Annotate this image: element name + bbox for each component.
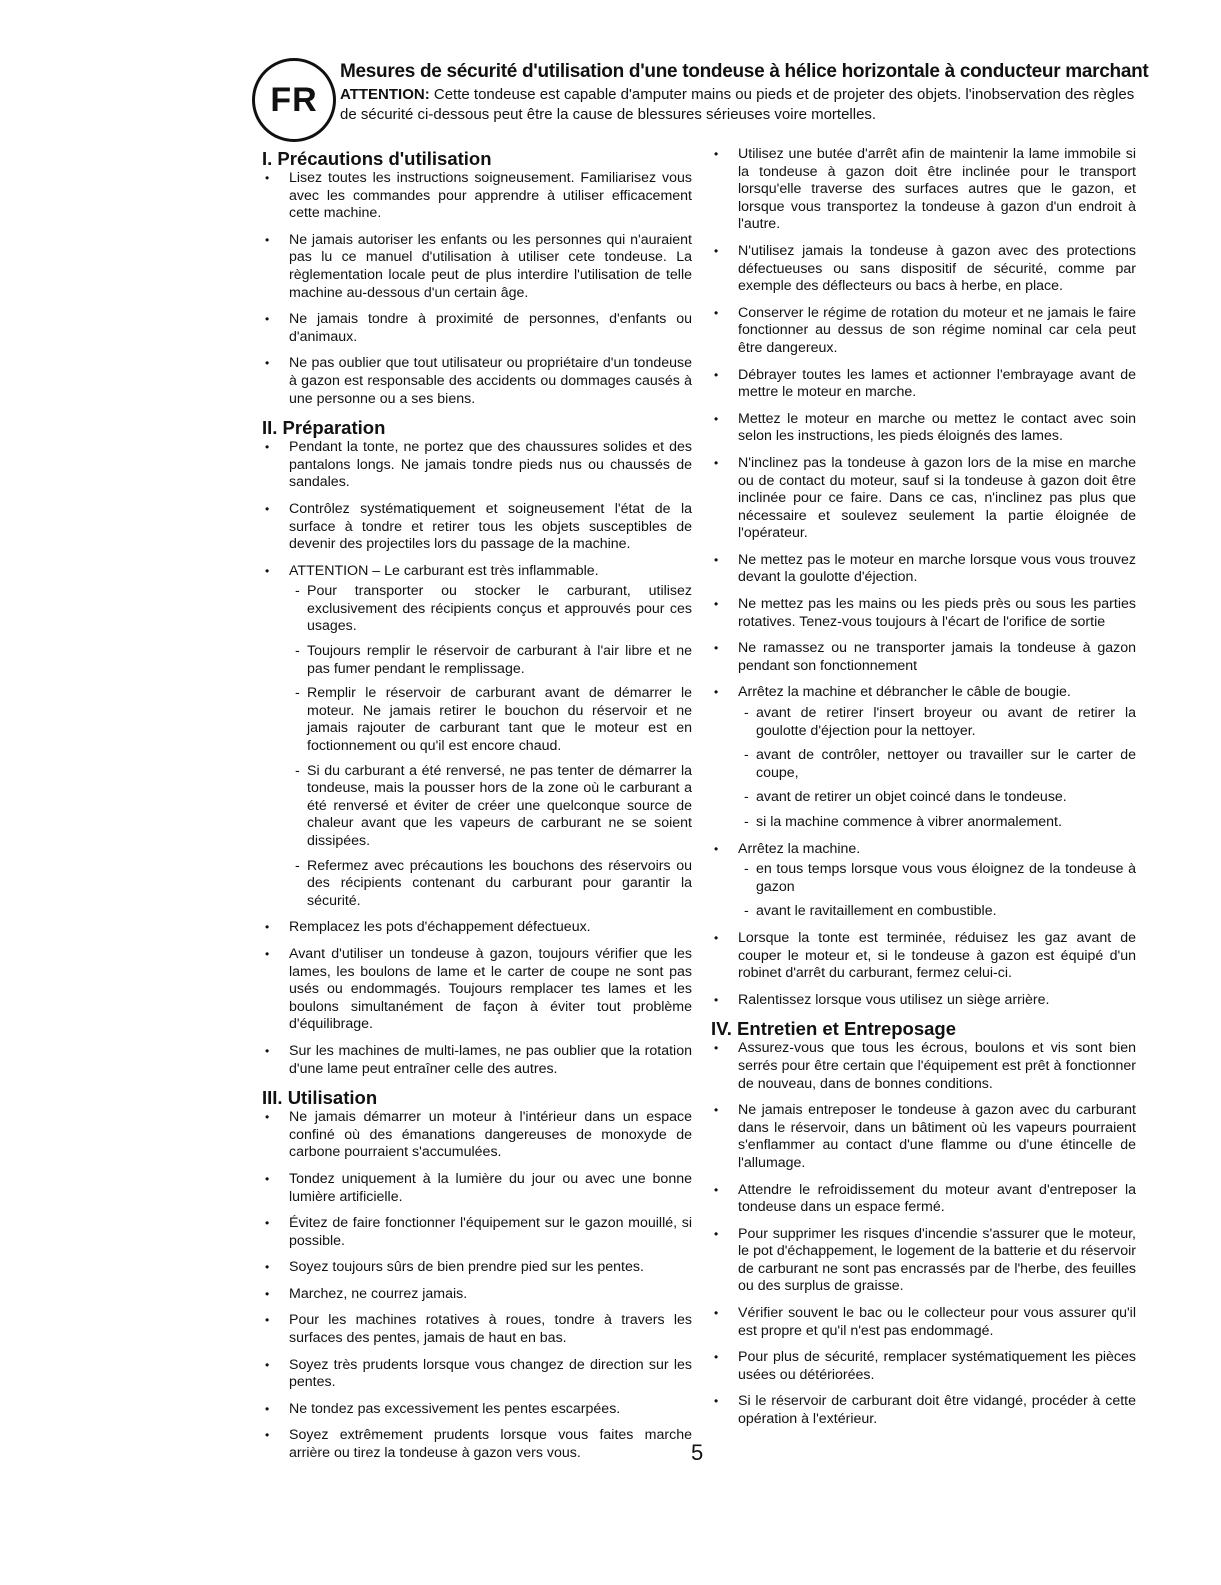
list-item: • Lorsque la tonte est terminée, réduisez les gaz avant de couper le moteur et, si le tondeuse à gazon est équipé d'un robinet d'arrêt du carburant, fermez celui-ci. bbox=[711, 930, 1136, 983]
list-item: • Pendant la tonte, ne portez que des chaussures solides et des pantalons longs. Ne jamais tondre pieds nus ou chaussés de sandales. bbox=[262, 439, 692, 492]
list-item: • Ne ramassez ou ne transporter jamais la tondeuse à gazon pendant son fonctionnement bbox=[711, 640, 1136, 675]
list-item: • Soyez très prudents lorsque vous changez de direction sur les pentes. bbox=[262, 1357, 692, 1392]
sub-item: - Refermez avec précautions les bouchons des réservoirs ou des récipients contenant du carburant pour garantir la sécurité. bbox=[289, 858, 692, 911]
page-header bbox=[340, 60, 1149, 125]
list-item: • Sur les machines de multi-lames, ne pas oublier que la rotation d'une lame peut entraîner celle des autres. bbox=[262, 1043, 692, 1078]
list-item: • Assurez-vous que tous les écrous, boulons et vis sont bien serrés pour être certain que l'équipement est prêt à fonctionner de nouveau, dans de bonnes conditions. bbox=[711, 1040, 1136, 1093]
list-item bbox=[262, 563, 692, 911]
sub-item: - Pour transporter ou stocker le carburant, utilisez exclusivement des récipients conçus et approuvés pour ces usages. bbox=[289, 583, 692, 636]
list-item: • Tondez uniquement à la lumière du jour ou avec une bonne lumière artificielle. bbox=[262, 1171, 692, 1206]
sub-item: - en tous temps lorsque vous vous éloignez de la tondeuse à gazon bbox=[738, 861, 1136, 896]
sub-item: - si la machine commence à vibrer anormalement. bbox=[738, 814, 1136, 832]
precautions-list bbox=[262, 170, 692, 408]
language-badge: FR bbox=[252, 58, 336, 142]
list-item: • N'utilisez jamais la tondeuse à gazon avec des protections défectueuses ou sans dispositif de sécurité, comme par exemple des déflecteurs ou bacs à herbe, en place. bbox=[711, 243, 1136, 296]
sub-item: - Si du carburant a été renversé, ne pas tenter de démarrer la tondeuse, mais la pousser hors de la zone où le carburant a été renversé et éviter de créer une quelconque source de chaleur avant que les vapeurs de carburant ne se soient dissipées. bbox=[289, 763, 692, 851]
sub-item: - avant de retirer l'insert broyeur ou avant de retirer la goulotte d'éjection pour la nettoyer. bbox=[738, 705, 1136, 740]
list-item: • Ne jamais entreposer le tondeuse à gazon avec du carburant dans le réservoir, dans un bâtiment où les vapeurs pourraient s'enflammer au contact d'une flamme ou d'une étincelle de l'allumage. bbox=[711, 1102, 1136, 1172]
list-item: • Avant d'utiliser un tondeuse à gazon, toujours vérifier que les lames, les boulons de lame et le carter de coupe ne sont pas usés ou endommagés. Toujours remplacer tes lames et les boulons simultanément de façon à éviter tout problème d'équilibrage. bbox=[262, 946, 692, 1034]
list-item bbox=[711, 841, 1136, 921]
warning-notice bbox=[340, 85, 1140, 125]
list-item: • Évitez de faire fonctionner l'équipement sur le gazon mouillé, si possible. bbox=[262, 1215, 692, 1250]
list-item: • Mettez le moteur en marche ou mettez le contact avec soin selon les instructions, les pieds éloignés des lames. bbox=[711, 411, 1136, 446]
list-item: • Débrayer toutes les lames et actionner l'embrayage avant de mettre le moteur en marche. bbox=[711, 367, 1136, 402]
list-item: • Ne jamais tondre à proximité de personnes, d'enfants ou d'animaux. bbox=[262, 311, 692, 346]
list-item: • Ralentissez lorsque vous utilisez un siège arrière. bbox=[711, 992, 1136, 1010]
sub-item: - avant de retirer un objet coincé dans le tondeuse. bbox=[738, 789, 1136, 807]
stop-machine-item: • Arrêtez la machine et débrancher le câble de bougie. bbox=[738, 684, 1071, 701]
list-item: • Lisez toutes les instructions soigneusement. Familiarisez vous avec les commandes pour apprendre à utiliser efficacement cette machine. bbox=[262, 170, 692, 223]
page-title: Mesures de sécurité d'utilisation d'une tondeuse à hélice horizontale à conducteur marchant bbox=[340, 61, 1149, 82]
list-item: • Ne mettez pas le moteur en marche lorsque vous vous trouvez devant la goulotte d'éjection. bbox=[711, 552, 1136, 587]
list-item: • Ne mettez pas les mains ou les pieds près ou sous les parties rotatives. Tenez-vous toujours à l'écart de l'orifice de sortie bbox=[711, 596, 1136, 631]
utilisation-list bbox=[262, 1109, 692, 1463]
stop-machine-item-2: • Arrêtez la machine. bbox=[738, 840, 861, 857]
stop2-sublist bbox=[738, 861, 1136, 921]
warning-text: Cette tondeuse est capable d'amputer mains ou pieds et de projeter des objets. l'inobservation des règles de sécurité ci-dessous peut être la cause de blessures sérieuses voire mortelles. bbox=[340, 86, 1135, 123]
list-item: • Soyez extrêmement prudents lorsque vous faites marche arrière ou tirez la tondeuse à gazon vers vous. bbox=[262, 1427, 692, 1462]
page-number: 5 bbox=[691, 1440, 704, 1465]
list-item: • Utilisez une butée d'arrêt afin de maintenir la lame immobile si la tondeuse à gazon doit être inclinée pour le transport lorsqu'elle traverse des surfaces autres que le gazon, et lorsque vous transportez la tondeuse à gazon d'un endroit à l'autre. bbox=[711, 146, 1136, 234]
list-item: • Contrôlez systématiquement et soigneusement l'état de la surface à tondre et retirer tous les objets susceptibles de devenir des projectiles lors du passage de la machine. bbox=[262, 501, 692, 554]
list-item: • N'inclinez pas la tondeuse à gazon lors de la mise en marche ou de contact du moteur, sauf si la tondeuse à gazon doit être inclinée pour ce faire. Dans ce cas, n'inclinez pas plus que nécessaire et soulevez seulement la partie éloignée de l'opérateur. bbox=[711, 455, 1136, 543]
list-item: • Attendre le refroidissement du moteur avant d'entreposer la tondeuse dans un espace fermé. bbox=[711, 1182, 1136, 1217]
right-column bbox=[711, 146, 1136, 1438]
stop-sublist bbox=[738, 705, 1136, 832]
list-item: • Ne jamais démarrer un moteur à l'intérieur dans un espace confiné où des émanations dangereuses de monoxyde de carbone pourraient s'accumulées. bbox=[262, 1109, 692, 1162]
sub-item: - avant le ravitaillement en combustible. bbox=[738, 903, 1136, 921]
list-item: • Ne jamais autoriser les enfants ou les personnes qui n'auraient pas lu ce manuel d'utilisation à utiliser cete tondeuse. La règlementation locale peut de plus interdire l'utilisation de telle machine au-dessous d'un certain âge. bbox=[262, 232, 692, 302]
entretien-list bbox=[711, 1040, 1136, 1428]
list-item bbox=[711, 684, 1136, 831]
sub-item: - Remplir le réservoir de carburant avant de démarrer le moteur. Ne jamais retirer le bouchon du réservoir et ne jamais rajouter de carburant tant que le moteur est en foctionnement ou qu'il est encore chaud. bbox=[289, 685, 692, 755]
list-item: • Si le réservoir de carburant doit être vidangé, procéder à cette opération à l'extérieur. bbox=[711, 1393, 1136, 1428]
fuel-sublist bbox=[289, 583, 692, 910]
list-item: • Pour supprimer les risques d'incendie s'assurer que le moteur, le pot d'échappement, le logement de la batterie et du réservoir de carburant ne sont pas encrassés par de l'herbe, des feuilles ou des surplus de graisse. bbox=[711, 1226, 1136, 1296]
list-item: • Conserver le régime de rotation du moteur et ne jamais le faire fonctionner au dessus de son régime nominal car cela peut être dangereux. bbox=[711, 305, 1136, 358]
list-item: • Ne tondez pas excessivement les pentes escarpées. bbox=[262, 1401, 692, 1419]
list-item: • Remplacez les pots d'échappement défectueux. bbox=[262, 919, 692, 937]
list-item: • Pour les machines rotatives à roues, tondre à travers les surfaces des pentes, jamais de haut en bas. bbox=[262, 1312, 692, 1347]
list-item: • Pour plus de sécurité, remplacer systématiquement les pièces usées ou détériorées. bbox=[711, 1349, 1136, 1384]
sub-item: - Toujours remplir le réservoir de carburant à l'air libre et ne pas fumer pendant le remplissage. bbox=[289, 643, 692, 678]
preparation-list bbox=[262, 439, 692, 1078]
section-title-preparation: II. Préparation bbox=[262, 417, 386, 439]
utilisation-list-continued bbox=[711, 146, 1136, 1009]
warning-label: ATTENTION: bbox=[340, 86, 430, 103]
list-item: • Soyez toujours sûrs de bien prendre pied sur les pentes. bbox=[262, 1259, 692, 1277]
fuel-warning: • ATTENTION – Le carburant est très inflammable. bbox=[289, 562, 599, 579]
left-column bbox=[262, 146, 692, 1472]
section-title-entretien: IV. Entretien et Entreposage bbox=[711, 1018, 957, 1040]
sub-item: - avant de contrôler, nettoyer ou travailler sur le carter de coupe, bbox=[738, 747, 1136, 782]
list-item: • Ne pas oublier que tout utilisateur ou propriétaire d'un tondeuse à gazon est responsable des accidents ou dommages causés à une personne ou a ses biens. bbox=[262, 355, 692, 408]
list-item: • Vérifier souvent le bac ou le collecteur pour vous assurer qu'il est propre et qu'il n'est pas endommagé. bbox=[711, 1305, 1136, 1340]
section-title-precautions: I. Précautions d'utilisation bbox=[262, 148, 492, 169]
section-title-utilisation: III. Utilisation bbox=[262, 1087, 378, 1109]
list-item: • Marchez, ne courrez jamais. bbox=[262, 1286, 692, 1304]
